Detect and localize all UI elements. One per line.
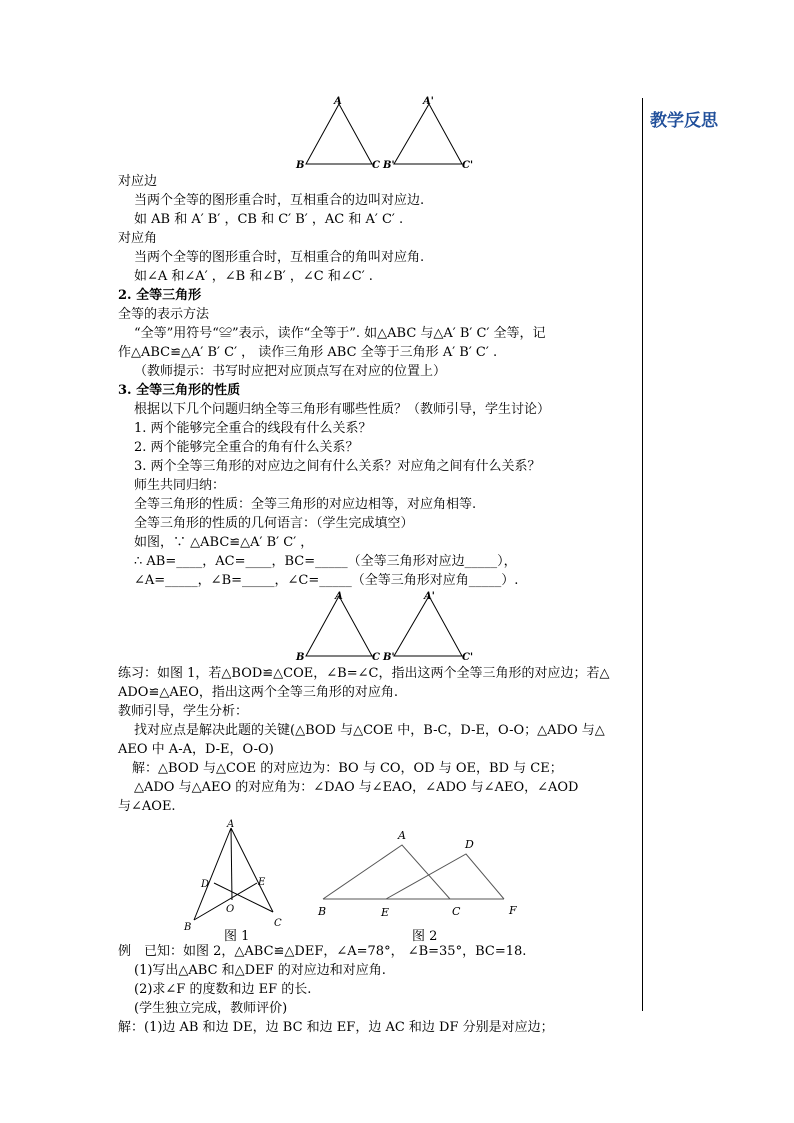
fig1-label-b: B	[184, 922, 192, 933]
fig1-caption: 图 1	[224, 929, 250, 942]
fig1-label-a: A	[227, 819, 235, 830]
fig2-caption: 图 2	[412, 929, 438, 942]
example-answer: 解：(1)边 AB 和边 DE，边 BC 和边 EF，边 AC 和边 DF 分别是对应边；	[118, 1020, 554, 1035]
section-3-intro: 根据以下几个问题归纳全等三角形有哪些性质？（教师引导，学生讨论）	[134, 402, 551, 417]
example-line1: 例 已知：如图 2，△ABC≌△DEF，∠A=78°， ∠B=35°，BC=18.	[118, 944, 527, 959]
exercise-line2: ADO≌△AEO，指出这两个全等三角形的对应角.	[118, 685, 399, 700]
label-b-prime: B'	[383, 652, 395, 663]
label-c: C	[372, 160, 380, 171]
section-2-line2: 作△ABC≌△A′ B′ C′ ， 读作三角形 ABC 全等于三角形 A′ B′ C′ .	[118, 345, 498, 360]
fig2-label-e: E	[381, 906, 390, 919]
example-question2: (2)求∠F 的度数和边 EF 的长.	[134, 982, 312, 997]
figure-2	[323, 845, 504, 899]
triangle-a1b1c1-2	[394, 596, 462, 656]
question-2: 2. 两个能够完全重合的角有什么关系？	[134, 440, 359, 455]
label-b: B	[296, 652, 305, 663]
exercise-key1: 找对应点是解决此题的关键(△BOD 与△COE 中，B-C，D-E，O-O；△ADO 与△	[134, 723, 605, 738]
label-c: C	[372, 652, 380, 663]
summary-lead: 师生共同归纳：	[134, 478, 226, 493]
section-3-heading: 3. 全等三角形的性质	[118, 383, 241, 398]
main-content	[118, 94, 638, 1037]
section-2-heading: 2. 全等三角形	[118, 288, 202, 303]
fill-in-angles: ∠A=_____，∠B=_____，∠C=_____（全等三角形对应角_____）.	[134, 573, 519, 588]
question-1: 1. 两个能够完全重合的线段有什么关系？	[134, 421, 372, 436]
label-b-prime: B'	[383, 160, 395, 171]
label-a-prime: A'	[423, 96, 434, 107]
exercise-solution1: 解：△BOD 与△COE 的对应边为：BO 与 CO，OD 与 OE，BD 与 CE；	[132, 761, 563, 776]
label-b: B	[296, 160, 305, 171]
fig2-label-d: D	[465, 838, 474, 851]
label-c-prime: C'	[462, 652, 474, 663]
edges-heading: 对应边	[118, 174, 158, 189]
figure-congruent-triangles-mid	[118, 590, 638, 664]
column-divider	[642, 98, 643, 1011]
label-c-prime: C'	[462, 160, 474, 171]
label-a-prime: A'	[424, 591, 435, 602]
fig2-label-a: A	[398, 829, 406, 842]
exercise-line1: 练习：如图 1，若△BOD≌△COE，∠B=∠C，指出这两个全等三角形的对应边；若△	[118, 666, 610, 681]
fig1-label-c: C	[274, 918, 282, 929]
label-a: A	[334, 96, 342, 107]
figure-congruent-triangles-top	[118, 94, 638, 172]
angles-definition: 当两个全等的图形重合时，互相重合的角叫对应角.	[134, 250, 425, 265]
example-question1: (1)写出△ABC 和△DEF 的对应边和对应角.	[134, 963, 386, 978]
fig1-label-e: E	[258, 877, 266, 888]
fill-in-edges: ∴ AB=____，AC=____，BC=_____（全等三角形对应边_____），	[134, 554, 517, 569]
given-statement: 如图，∵ △ABC≌△A′ B′ C′ ，	[134, 535, 314, 550]
fig2-label-f: F	[509, 904, 517, 917]
edges-example: 如 AB 和 A′ B′ ，CB 和 C′ B′ ，AC 和 A′ C′ .	[134, 212, 404, 227]
section-2-line1: “全等”用符号“≌”表示，读作“全等于”. 如△ABC 与△A′ B′ C′ 全等，记	[134, 326, 546, 341]
section-2-note: （教师提示：书写时应把对应顶点写在对应的位置上）	[134, 364, 447, 379]
fig2-label-b: B	[318, 905, 327, 918]
sidebar-title: 教学反思	[650, 111, 718, 131]
triangle-a1b1c1	[394, 104, 462, 164]
fig1-label-o: O	[226, 904, 235, 915]
fig1-label-d: D	[201, 879, 210, 890]
property-statement: 全等三角形的性质：全等三角形的对应边相等，对应角相等.	[134, 497, 477, 512]
section-2-sub: 全等的表示方法	[118, 307, 210, 322]
label-a: A	[335, 591, 343, 602]
triangle-abc	[306, 104, 372, 164]
example-note: (学生独立完成，教师评价)	[134, 1001, 288, 1016]
angles-example: 如∠A 和∠A′ ，∠B 和∠B′ ，∠C 和∠C′ .	[134, 269, 373, 284]
question-3: 3. 两个全等三角形的对应边之间有什么关系？对应角之间有什么关系？	[134, 459, 541, 474]
angles-heading: 对应角	[118, 231, 158, 246]
exercise-solution2: △ADO 与△AEO 的对应角为：∠DAO 与∠EAO，∠ADO 与∠AEO，∠AOD	[134, 780, 579, 795]
exercise-guide: 教师引导，学生分析：	[118, 704, 249, 719]
triangle-abc-2	[306, 596, 372, 656]
fig2-label-c: C	[452, 905, 461, 918]
edges-definition: 当两个全等的图形重合时，互相重合的边叫对应边.	[134, 193, 425, 208]
figures-1-and-2	[118, 816, 638, 942]
exercise-solution3: 与∠AOE.	[118, 799, 176, 814]
exercise-key2: AEO 中 A-A，D-E，O-O)	[118, 742, 274, 757]
geometric-language: 全等三角形的性质的几何语言：（学生完成填空）	[134, 516, 414, 531]
